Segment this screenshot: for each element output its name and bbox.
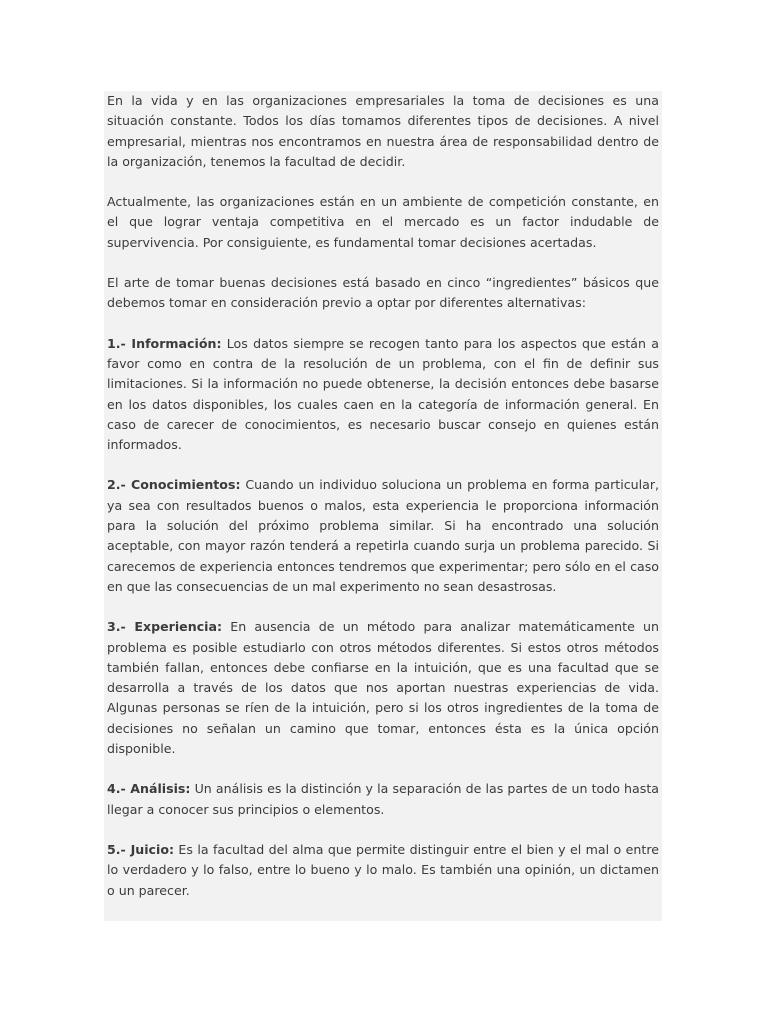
ingredient-text: En ausencia de un método para analizar matemáticamente un problema es posible estudiarlo con otros métodos diferentes. Si estos otros métodos también fallan, entonces debe confiarse en la intuición, que es una facultad que se desarrolla a través de los datos que nos aportan nuestras experiencias de vida. Algunas personas se ríen de la intuición, pero si los otros ingredientes de la toma de decisiones no señalan un camino que tomar, entonces ésta es la única opción disponible. <box>107 619 659 757</box>
ingredient-paragraph-informacion <box>107 334 659 456</box>
ingredient-paragraph-conocimientos <box>107 475 659 597</box>
ingredient-text: Los datos siempre se recogen tanto para los aspectos que están a favor como en contra de la resolución de un problema, con el fin de definir sus limitaciones. Si la información no puede obtenerse, la decisión entonces debe basarse en los datos disponibles, los cuales caen en la categoría de información general. En caso de carecer de conocimientos, es necesario buscar consejo en quienes están informados. <box>107 335 659 453</box>
ingredient-text: Cuando un individuo soluciona un problema en forma particular, ya sea con resultados buenos o malos, esta experiencia le proporciona información para la solución del próximo problema similar. Si ha encontrado una solución aceptable, con mayor razón tenderá a repetirla cuando surja un problema parecido. Si carecemos de experiencia entonces tendremos que experimentar; pero sólo en el caso en que las consecuencias de un mal experimento no sean desastrosas. <box>107 477 660 594</box>
ingredient-heading: 3.- Experiencia: <box>107 619 223 635</box>
ingredient-paragraph-experiencia <box>107 617 659 759</box>
ingredient-heading: 4.- Análisis: <box>107 781 191 797</box>
intro-paragraph: Actualmente, las organizaciones están en un ambiente de competición constante, en el que lograr ventaja competitiva en el mercado es un factor indudable de supervivencia. Por consiguiente, es fundamental tomar decisiones acertadas. <box>107 194 659 250</box>
ingredient-paragraph-analisis <box>107 779 659 820</box>
intro-paragraph: El arte de tomar buenas decisiones está basado en cinco “ingredientes” básicos que debemos tomar en consideración previo a optar por diferentes alternativas: <box>107 275 659 311</box>
ingredient-heading: 5.- Juicio: <box>107 841 175 857</box>
ingredient-paragraph-juicio <box>107 840 659 901</box>
intro-paragraph: En la vida y en las organizaciones empresariales la toma de decisiones es una situación constante. Todos los días tomamos diferentes tipos de decisiones. A nivel empresarial, mientras nos encontramos en nuestra área de responsabilidad dentro de la organización, tenemos la facultad de decidir. <box>107 93 659 169</box>
document-body <box>104 91 662 921</box>
ingredient-heading: 2.- Conocimientos: <box>107 477 241 493</box>
ingredient-text: Es la facultad del alma que permite distinguir entre el bien y el mal o entre lo verdadero y lo falso, entre lo bueno y lo malo. Es también una opinión, un dictamen o un parecer. <box>107 841 659 898</box>
ingredient-text: Un análisis es la distinción y la separación de las partes de un todo hasta llegar a conocer sus principios o elementos. <box>107 781 659 817</box>
ingredient-heading: 1.- Información: <box>107 335 222 351</box>
